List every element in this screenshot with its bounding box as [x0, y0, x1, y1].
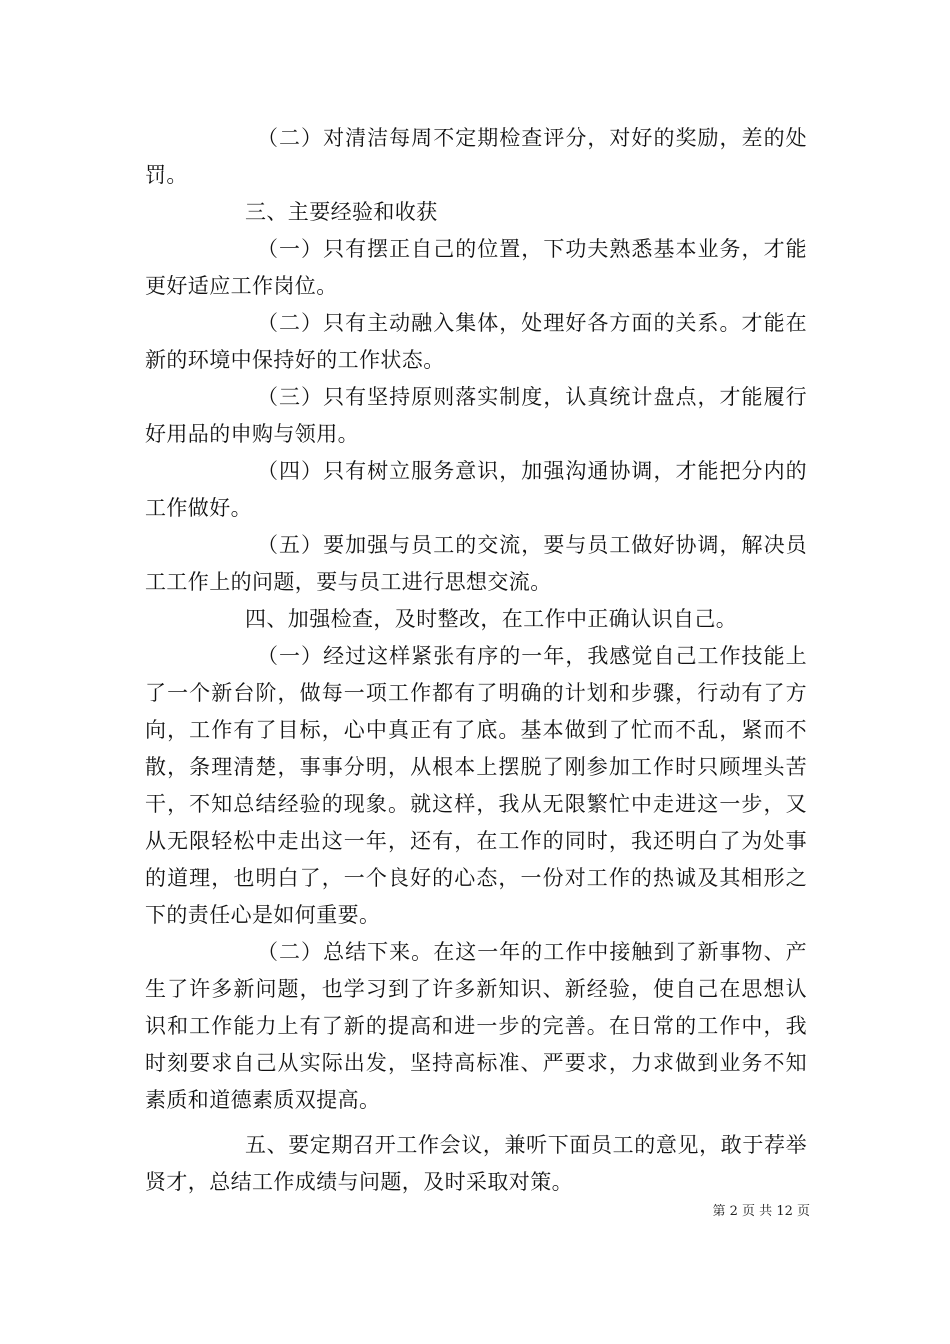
- paragraph-experience-2: （二）只有主动融入集体，处理好各方面的关系。才能在新的环境中保持好的工作状态。: [145, 311, 807, 372]
- paragraph-experience-3: （三）只有坚持原则落实制度，认真统计盘点，才能履行好用品的申购与领用。: [145, 385, 807, 446]
- section-heading-meetings: 五、要定期召开工作会议，兼听下面员工的意见，敢于荐举贤才，总结工作成绩与问题，及时采取对策。: [145, 1133, 807, 1194]
- section-heading-experience: 三、主要经验和收获: [245, 200, 438, 224]
- paragraph-inspection-2: （二）总结下来。在这一年的工作中接触到了新事物、产生了许多新问题，也学习到了许多新知识、新经验，使自己在思想认识和工作能力上有了新的提高和进一步的完善。在日常的工作中，我时刻要求自己从实际出发，坚持高标准、严要求，力求做到业务不知素质和道德素质双提高。: [145, 940, 807, 1112]
- document-body: [145, 120, 807, 1201]
- page-number-footer: 第 2 页 共 12 页: [712, 1204, 810, 1219]
- section-heading-inspection: 四、加强检查，及时整改，在工作中正确认识自己。: [245, 607, 738, 631]
- paragraph-experience-1: （一）只有摆正自己的位置，下功夫熟悉基本业务，才能更好适应工作岗位。: [145, 237, 807, 298]
- paragraph-inspection-1: （一）经过这样紧张有序的一年，我感觉自己工作技能上了一个新台阶，做每一项工作都有了明确的计划和步骤，行动有了方向，工作有了目标，心中真正有了底。基本做到了忙而不乱，紧而不散，条理清楚，事事分明，从根本上摆脱了刚参加工作时只顾埋头苦干，不知总结经验的现象。就这样，我从无限繁忙中走进这一步，又从无限轻松中走出这一年，还有，在工作的同时，我还明白了为处事的道理，也明白了，一个良好的心态，一份对工作的热诚及其相形之下的责任心是如何重要。: [145, 644, 807, 927]
- paragraph-experience-4: （四）只有树立服务意识，加强沟通协调，才能把分内的工作做好。: [145, 459, 807, 520]
- paragraph-experience-5: （五）要加强与员工的交流，要与员工做好协调，解决员工工作上的问题，要与员工进行思想交流。: [145, 533, 807, 594]
- paragraph-cleaning-inspection: （二）对清洁每周不定期检查评分，对好的奖励，差的处罚。: [145, 126, 807, 187]
